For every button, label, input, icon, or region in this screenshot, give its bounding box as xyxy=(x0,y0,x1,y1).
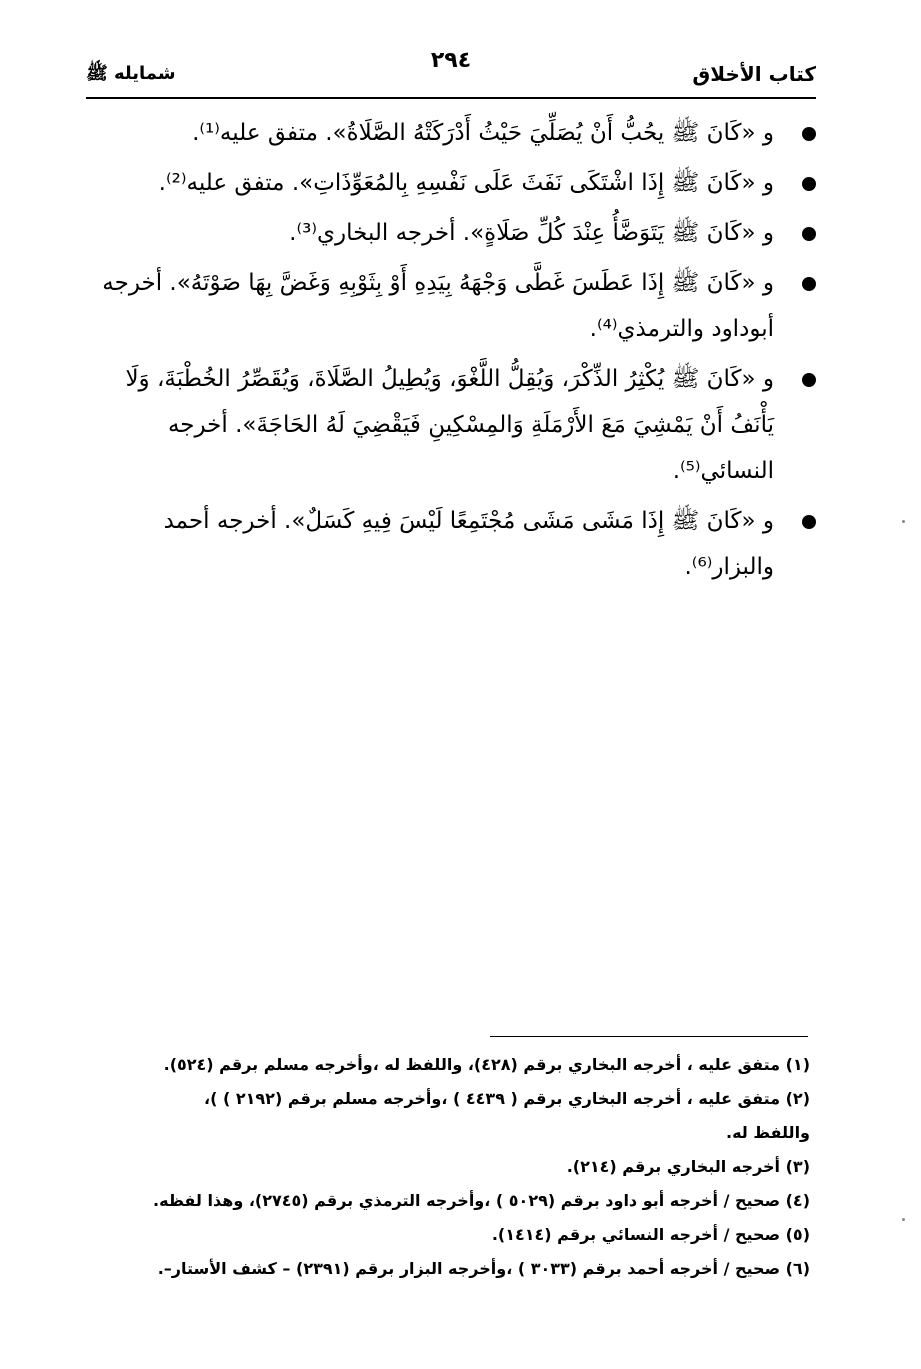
hadith-item xyxy=(86,356,816,494)
bullet-icon xyxy=(802,127,816,141)
footnote: (٤) صحيح / أخرجه أبو داود برقم (٥٠٢٩ ) ،وأخرجه الترمذي برقم (٢٧٤٥)، وهذا لفظه. xyxy=(153,1191,810,1210)
chapter-title: شمايله ﷺ xyxy=(86,63,176,84)
footnote: (٢) متفق عليه ، أخرجه البخاري برقم ( ٤٤٣٩ ) ،وأخرجه مسلم برقم (٢١٩٢ ) )، واللفظ له. xyxy=(204,1089,810,1142)
hadith-text: و «كَانَ ﷺ يُكْثِرُ الذِّكْرَ، وَيُقِلُّ اللَّغْوَ، وَيُطِيلُ الصَّلَاةَ، وَيُقَصِّرُ الخُطْبَةَ، وَلَا يَأْنَفُ أَنْ يَمْشِيَ مَعَ الأَرْمَلَةِ وَالمِسْكِينِ فَيَقْضِيَ لَهُ الحَاجَةَ». أخرجه النسائي⁽⁵⁾. xyxy=(125,366,774,484)
footnotes xyxy=(150,1048,810,1286)
hadith-item xyxy=(86,110,816,156)
hadith-text: و «كَانَ ﷺ يَتَوَضَّأُ عِنْدَ كُلِّ صَلَاةٍ». أخرجه البخاري⁽³⁾. xyxy=(289,220,774,246)
bullet-icon xyxy=(802,277,816,291)
hadith-text: و «كَانَ ﷺ إِذَا مَشَى مَشَى مُجْتَمِعًا لَيْسَ فِيهِ كَسَلٌ». أخرجه أحمد والبزار⁽⁶⁾. xyxy=(163,508,774,580)
page-header xyxy=(86,48,816,94)
hadith-item xyxy=(86,260,816,352)
hadith-text: و «كَانَ ﷺ يحُبُّ أَنْ يُصَلِّيَ حَيْثُ أَدْرَكَتْهُ الصَّلَاةُ». متفق عليه⁽¹⁾. xyxy=(192,120,774,146)
footnote: (٣) أخرجه البخاري برقم (٢١٤). xyxy=(566,1157,810,1176)
bullet-icon xyxy=(802,227,816,241)
hadith-text: و «كَانَ ﷺ إِذَا اشْتَكَى نَفَثَ عَلَى نَفْسِهِ بِالمُعَوِّذَاتِ». متفق عليه⁽²⁾. xyxy=(158,170,774,196)
hadith-item xyxy=(86,498,816,590)
bullet-icon xyxy=(802,515,816,529)
footnote: (١) متفق عليه ، أخرجه البخاري برقم (٤٢٨)، واللفظ له ،وأخرجه مسلم برقم (٥٢٤). xyxy=(163,1055,810,1074)
bullet-icon xyxy=(802,373,816,387)
header-divider xyxy=(86,97,816,99)
scan-speck xyxy=(902,520,905,523)
footnote: (٥) صحيح / أخرجه النسائي برقم (١٤١٤). xyxy=(491,1225,810,1244)
bullet-icon xyxy=(802,177,816,191)
hadith-item xyxy=(86,210,816,256)
footnote-divider xyxy=(490,1036,808,1037)
hadith-text: و «كَانَ ﷺ إِذَا عَطَسَ غَطَّى وَجْهَهُ بِيَدِهِ أَوْ بِثَوْبِهِ وَغَضَّ بِهَا صَوْتَهُ». أخرجه أبوداود والترمذي⁽⁴⁾. xyxy=(102,270,774,342)
page-number: ٢٩٤ xyxy=(430,48,472,73)
footnote: (٦) صحيح / أخرجه أحمد برقم (٣٠٣٣ ) ،وأخرجه البزار برقم (٢٣٩١) – كشف الأستار–. xyxy=(157,1259,810,1278)
book-title: كتاب الأخلاق xyxy=(692,62,816,86)
hadith-list xyxy=(86,110,816,594)
scan-speck xyxy=(902,1218,905,1221)
hadith-item xyxy=(86,160,816,206)
